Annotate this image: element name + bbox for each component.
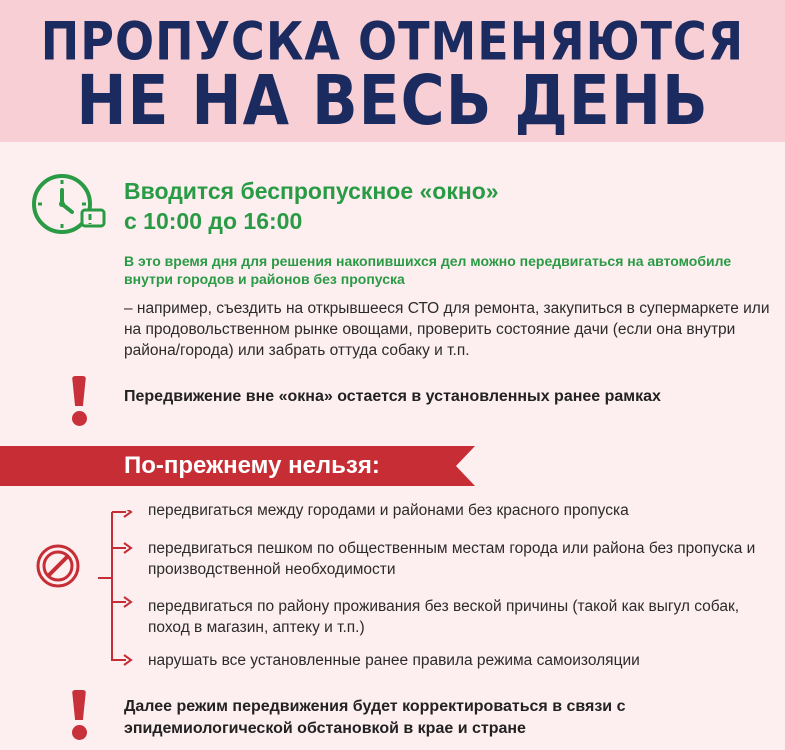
exclamation-icon [66, 376, 92, 426]
list-item: нарушать все установленные ранее правила режима самоизоляции [148, 652, 640, 669]
list-bracket [98, 510, 138, 670]
prohibited-banner-label: По-прежнему нельзя: [124, 452, 380, 479]
final-notice-text: Далее режим передвижения будет корректироваться в связи с эпидемиологической обстановкой в крае и стране [124, 698, 626, 737]
no-entry-icon [34, 542, 82, 590]
notice-text: Передвижение вне «окна» остается в установленных ранее рамках [124, 388, 661, 405]
list-item: передвигаться между городами и районами без красного пропуска [148, 502, 629, 519]
window-subtitle: В это время дня для решения накопившихся дел можно передвигаться на автомобиле внутри городов и районов без пропуска [124, 253, 732, 287]
clock-icon [22, 168, 110, 240]
headline-line-2: НЕ НА ВЕСЬ ДЕНЬ [76, 60, 709, 142]
list-item: передвигаться по району проживания без веской причины (такой как выгул собак, поход в магазин, аптеку и т.п.) [148, 598, 740, 636]
window-example-text: – например, съездить на открывшееся СТО для ремонта, закупиться в супермаркете или на продовольственном рынке овощами, проверить состояние дачи (если она внутри района/города) или забрать оттуда собаку и т.п. [124, 300, 770, 359]
window-title-line-1: Вводится беспропускное «окно» [124, 178, 499, 204]
list-item: передвигаться пешком по общественным местам города или района без пропуска и производственной необходимости [148, 540, 756, 578]
header-banner [0, 0, 785, 142]
window-title [124, 176, 499, 236]
headline-line-1: ПРОПУСКА ОТМЕНЯЮТСЯ [40, 9, 745, 73]
window-title-line-2: с 10:00 до 16:00 [124, 208, 303, 234]
exclamation-icon [66, 690, 92, 740]
